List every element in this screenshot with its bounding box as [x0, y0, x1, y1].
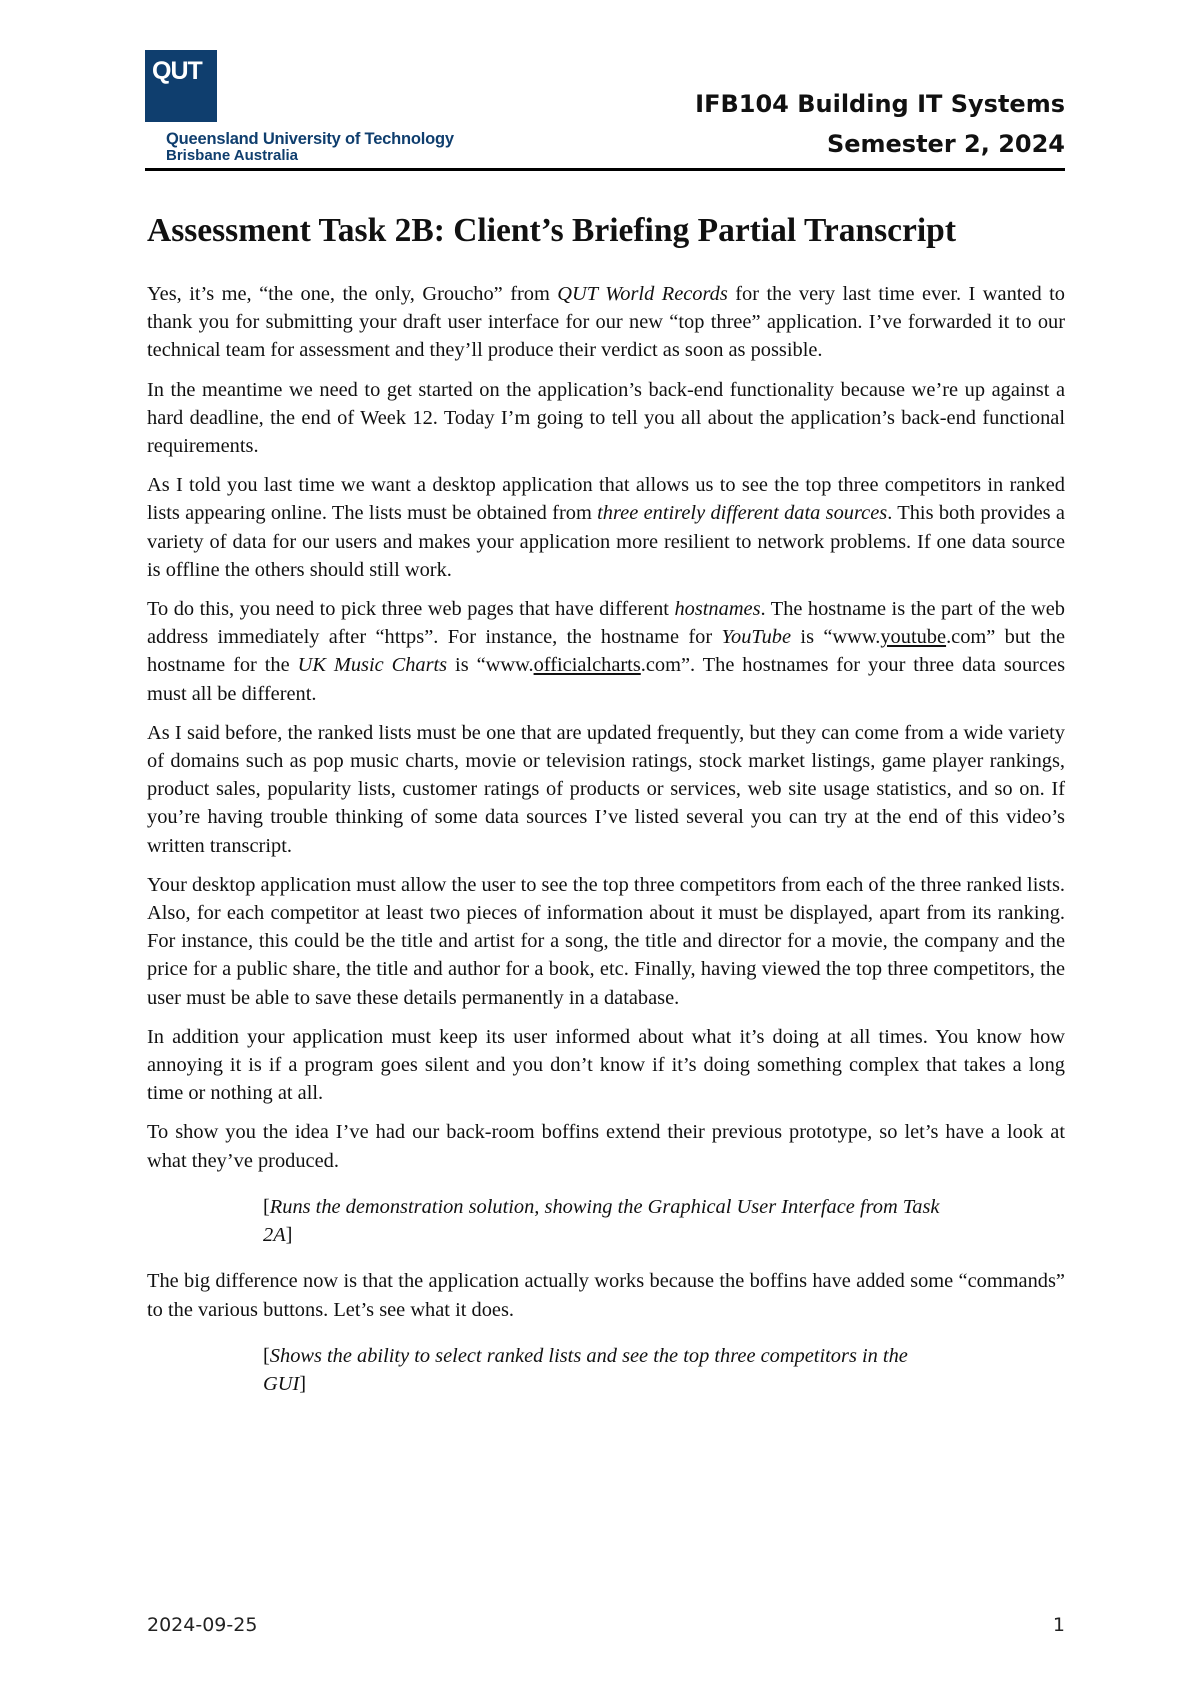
logo-university-name: Queensland University of Technology: [166, 130, 454, 148]
paragraph-8: To show you the idea I’ve had our back-room boffins extend their previous prototype, so let’s have a look at what they’ve produced.: [147, 1121, 1065, 1172]
qut-logo-mark: QUT: [145, 50, 217, 122]
paragraph-4: To do this, you need to pick three web pages that have different hostnames. The hostname is the part of the web address immediately after “https”. For instance, the hostname for YouTube is “www.youtube.com” but the hostname for the UK Music Charts is “www.officialcharts.com”. The hostnames for your three data sources must all be different.: [147, 598, 1065, 705]
paragraph-1: Yes, it’s me, “the one, the only, Groucho” from QUT World Records for the very last time ever. I wanted to thank you for submitting your draft user interface for our new “top three” application. I’ve forwarded it to our technical team for assessment and they’ll produce their verdict as soon as possible.: [147, 283, 1065, 362]
course-header: [695, 84, 1065, 164]
logo-location: Brisbane Australia: [166, 147, 298, 164]
paragraph-2: In the meantime we need to get started on the application’s back-end functionality because we’re up against a hard deadline, the end of Week 12. Today I’m going to tell you all about the application’s back-end functional requirements.: [147, 378, 1065, 458]
paragraph-3: As I told you last time we want a desktop application that allows us to see the top three competitors in ranked lists appearing online. The lists must be obtained from three entirely different data sources. This both provides a variety of data for our users and makes your application more resilient to network problems. If one data source is offline the others should still work.: [147, 474, 1065, 581]
footer-date: 2024-09-25: [147, 1614, 258, 1636]
qut-logo: [145, 50, 485, 165]
paragraph-9: The big difference now is that the application actually works because the boffins have added some “commands” to the various buttons. Let’s see what it does.: [147, 1270, 1065, 1321]
paragraph-6: Your desktop application must allow the user to see the top three competitors from each of the three ranked lists. Also, for each competitor at least two pieces of information about it must be displayed, apart from its ranking. For instance, this could be the title and artist for a song, the title and director for a movie, the company and the price for a public share, the title and author for a book, etc. Finally, having viewed the top three competitors, the user must be able to save these details permanently in a database.: [147, 873, 1065, 1009]
page-number: 1: [1052, 1614, 1065, 1636]
paragraph-7: In addition your application must keep its user informed about what it’s doing at all times. You know how annoying it is if a program goes silent and you don’t know if it’s doing something complex that takes a long time or nothing at all.: [147, 1025, 1065, 1105]
stage-direction-1: [Runs the demonstration solution, showing the Graphical User Interface from Task 2A]: [263, 1195, 940, 1247]
paragraph-5: As I said before, the ranked lists must be one that are updated frequently, but they can come from a wide variety of domains such as pop music charts, movie or television ratings, stock market listings, game player rankings, product sales, popularity lists, customer ratings of products or services, web site usage statistics, and so on. If you’re having trouble thinking of some data sources I’ve listed several you can try at the end of this video’s written transcript.: [147, 721, 1065, 857]
stage-direction-2: [Shows the ability to select ranked lists and see the top three competitors in the GUI]: [263, 1344, 908, 1395]
semester: Semester 2, 2024: [826, 130, 1065, 158]
header-rule: [145, 168, 1065, 171]
transcript-body: [147, 280, 1065, 1416]
course-name: IFB104 Building IT Systems: [695, 90, 1065, 118]
page-title: Assessment Task 2B: Client’s Briefing Partial Transcript: [147, 212, 956, 249]
